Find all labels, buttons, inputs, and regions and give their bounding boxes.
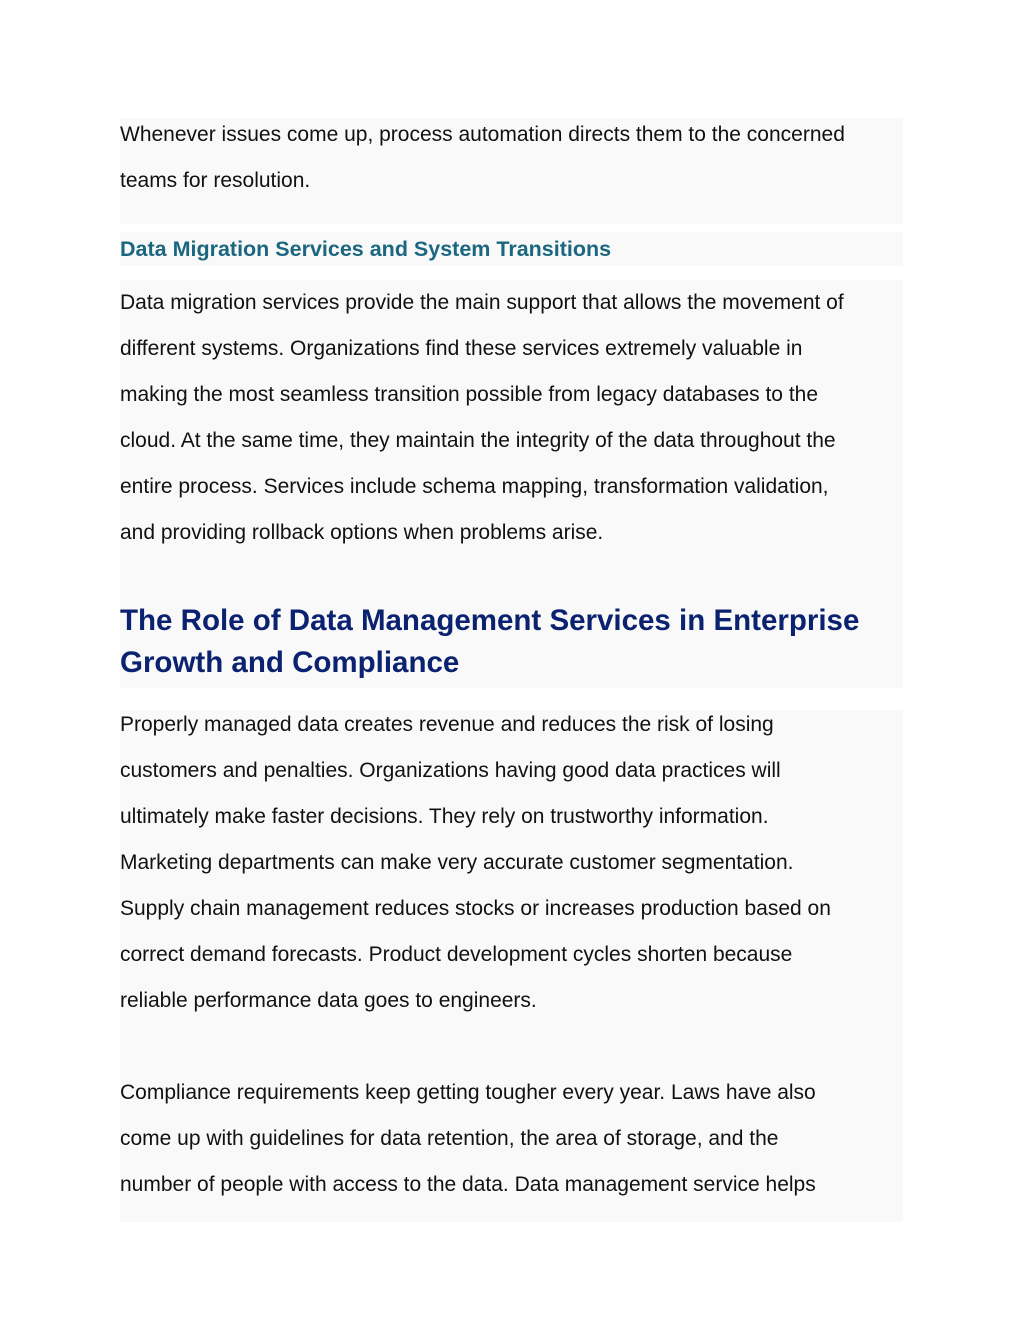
text-line: Data migration services provide the main support that allows the movement of bbox=[120, 291, 844, 314]
text-line: customers and penalties. Organizations having good data practices will bbox=[120, 759, 781, 782]
heading-line: The Role of Data Management Services in Enterprise bbox=[120, 604, 860, 637]
text-line: correct demand forecasts. Product development cycles shorten because bbox=[120, 943, 793, 966]
text-line: Supply chain management reduces stocks or increases production based on bbox=[120, 897, 831, 920]
paragraph-growth-compliance bbox=[120, 710, 903, 1222]
text-line: Marketing departments can make very accurate customer segmentation. bbox=[120, 851, 794, 874]
text-line: reliable performance data goes to engineers. bbox=[120, 989, 537, 1012]
text-line: different systems. Organizations find these services extremely valuable in bbox=[120, 337, 803, 360]
text-line: cloud. At the same time, they maintain the integrity of the data throughout the bbox=[120, 429, 836, 452]
text-line: and providing rollback options when problems arise. bbox=[120, 521, 604, 544]
text-line: ultimately make faster decisions. They rely on trustworthy information. bbox=[120, 805, 769, 828]
text-line: teams for resolution. bbox=[120, 169, 311, 192]
paragraph-issue-routing bbox=[120, 118, 903, 224]
text-line: number of people with access to the data. Data management service helps bbox=[120, 1173, 816, 1196]
text-line: making the most seamless transition possible from legacy databases to the bbox=[120, 383, 819, 406]
section-heading bbox=[120, 600, 903, 684]
text-line: Properly managed data creates revenue and reduces the risk of losing bbox=[120, 713, 774, 736]
paragraph-data-migration bbox=[120, 280, 903, 688]
text-line: Compliance requirements keep getting tougher every year. Laws have also bbox=[120, 1081, 816, 1104]
subheading-data-migration bbox=[120, 232, 903, 266]
subheading-text: Data Migration Services and System Transitions bbox=[120, 237, 612, 261]
heading-line: Growth and Compliance bbox=[120, 646, 460, 679]
text-line: come up with guidelines for data retention, the area of storage, and the bbox=[120, 1127, 779, 1150]
text-line: entire process. Services include schema mapping, transformation validation, bbox=[120, 475, 829, 498]
text-line: Whenever issues come up, process automation directs them to the concerned bbox=[120, 123, 845, 146]
